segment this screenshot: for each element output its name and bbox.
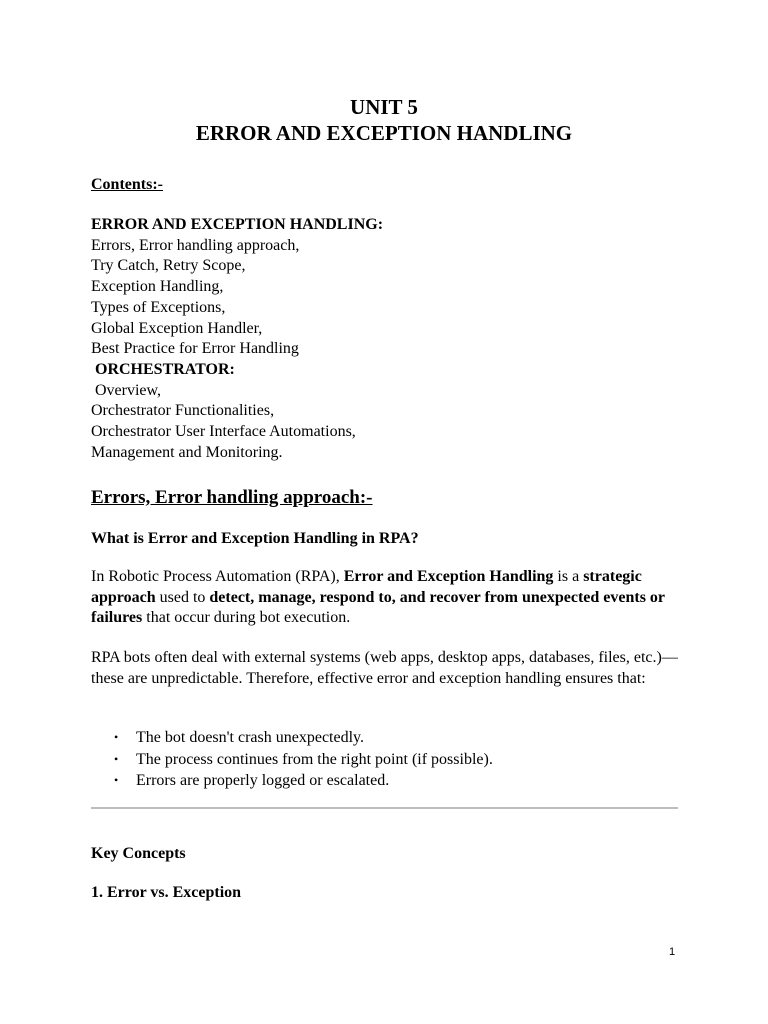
paragraph-text: is a: [553, 568, 584, 585]
contents-item: Management and Monitoring.: [91, 443, 283, 461]
bullet-icon: •: [114, 730, 119, 744]
contents-item: Overview,: [91, 381, 162, 399]
contents-item: Errors, Error handling approach,: [91, 236, 300, 254]
list-item-text: The process continues from the right point (if possible).: [136, 750, 493, 768]
unit-subtitle: ERROR AND EXCEPTION HANDLING: [195, 121, 573, 145]
subsection-heading: 1. Error vs. Exception: [91, 884, 242, 901]
contents-item: Global Exception Handler,: [91, 319, 263, 337]
horizontal-divider: [91, 807, 678, 809]
contents-list: [91, 215, 383, 463]
contents-section-title: ERROR AND EXCEPTION HANDLING:: [91, 216, 384, 233]
paragraph-text: In Robotic Process Automation (RPA),: [91, 568, 344, 585]
contents-item: Try Catch, Retry Scope,: [91, 257, 246, 275]
paragraph-text: that occur during bot execution.: [142, 609, 351, 627]
unit-title: UNIT 5: [350, 95, 418, 119]
paragraph-bold-text: strategic approach: [91, 568, 642, 606]
context-paragraph: RPA bots often deal with external systems (web apps, desktop apps, databases, files, etc.)—these are unpredictable. Therefore, effective error and exception handling ensures that:: [91, 649, 678, 687]
contents-item: Exception Handling,: [91, 278, 224, 296]
contents-item: Best Practice for Error Handling: [91, 340, 299, 358]
question-heading: What is Error and Exception Handling in RPA?: [91, 530, 419, 547]
intro-paragraph: [91, 567, 681, 629]
paragraph-text: used to: [155, 588, 210, 606]
key-concepts-heading: Key Concepts: [91, 845, 186, 862]
list-item: [110, 749, 493, 771]
page-number: 1: [669, 946, 676, 958]
list-item: [110, 727, 493, 749]
bullet-icon: •: [114, 773, 119, 787]
contents-heading: Contents:-: [91, 176, 163, 193]
paragraph-bold-text: detect, manage, respond to, and recover from unexpected events or failures: [91, 588, 665, 627]
bullet-list: [110, 727, 493, 792]
contents-section-title: ORCHESTRATOR:: [91, 360, 235, 378]
contents-item: Orchestrator User Interface Automations,: [91, 423, 356, 441]
list-item-text: The bot doesn't crash unexpectedly.: [136, 729, 364, 746]
paragraph-bold-text: Error and Exception Handling: [343, 568, 554, 585]
document-title: [0, 94, 768, 146]
contents-item: Orchestrator Functionalities,: [91, 402, 275, 420]
bullet-icon: •: [114, 751, 119, 766]
section-heading: Errors, Error handling approach:-: [91, 487, 373, 508]
contents-item: Types of Exceptions,: [91, 298, 226, 316]
list-item-text: Errors are properly logged or escalated.: [136, 772, 390, 789]
list-item: [110, 770, 493, 792]
